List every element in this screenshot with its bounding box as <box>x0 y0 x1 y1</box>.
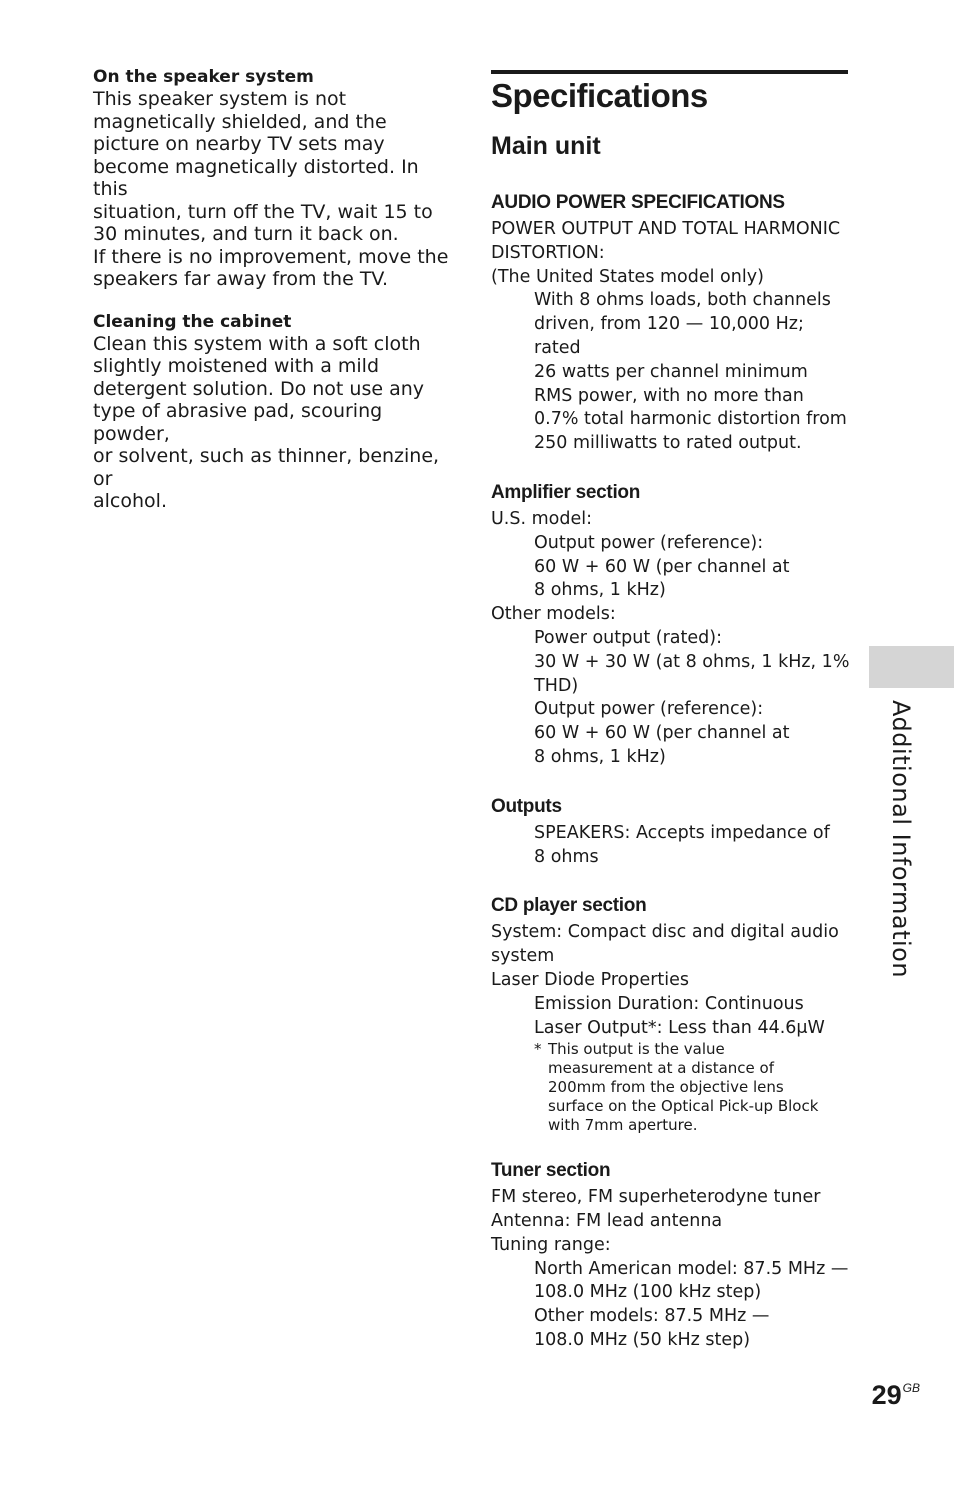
spec-line: Other models: 87.5 MHz — <box>534 1306 770 1327</box>
speaker-system-line: picture on nearby TV sets may <box>93 133 385 155</box>
spec-line: FM stereo, FM superheterodyne tuner <box>491 1187 821 1208</box>
outputs-heading: Outputs <box>491 795 562 817</box>
spec-line: 0.7% total harmonic distortion from <box>534 409 847 430</box>
spec-line: 30 W + 30 W (at 8 ohms, 1 kHz, 1% <box>534 651 850 672</box>
footnote-line: measurement at a distance of <box>548 1059 775 1078</box>
section-tab-label: Additional Information <box>887 700 915 979</box>
left-column <box>93 66 453 513</box>
spec-line: 8 ohms, 1 kHz) <box>534 580 666 601</box>
spec-line: Emission Duration: Continuous <box>534 993 804 1014</box>
cleaning-cabinet-line: alcohol. <box>93 490 167 512</box>
page-number-suffix: GB <box>902 1381 920 1395</box>
main-unit-heading: Main unit <box>491 132 601 160</box>
right-column <box>491 70 851 1353</box>
cleaning-cabinet-line: detergent solution. Do not use any <box>93 377 425 400</box>
spec-line: SPEAKERS: Accepts impedance of <box>534 822 830 843</box>
page-number-value: 29 <box>871 1380 902 1410</box>
spec-line: 250 milliwatts to rated output. <box>534 433 802 454</box>
cleaning-cabinet-heading: Cleaning the cabinet <box>93 311 292 332</box>
footnote-marker: * <box>534 1040 542 1059</box>
cd-player-heading: CD player section <box>491 895 647 917</box>
spec-line: 108.0 MHz (50 kHz step) <box>534 1330 751 1351</box>
speaker-system-line: If there is no improvement, move the <box>93 245 449 268</box>
spec-line: 60 W + 60 W (per channel at <box>534 723 790 744</box>
spec-line: 60 W + 60 W (per channel at <box>534 556 790 577</box>
tuner-heading: Tuner section <box>491 1160 611 1182</box>
footnote-line: with 7mm aperture. <box>548 1115 698 1134</box>
spec-line: 8 ohms, 1 kHz) <box>534 746 666 767</box>
spec-line: Power output (rated): <box>534 627 722 648</box>
laser-footnote <box>491 1040 851 1134</box>
spec-line: 26 watts per channel minimum <box>534 361 808 382</box>
page-number <box>872 1380 920 1411</box>
section-tab <box>869 646 954 688</box>
spec-line: Laser Diode Properties <box>491 969 690 990</box>
speaker-system-heading: On the speaker system <box>93 67 314 87</box>
cleaning-cabinet-line: slightly moistened with a mild <box>93 355 380 377</box>
spec-line: With 8 ohms loads, both channels <box>534 290 831 311</box>
page-title: Specifications <box>491 77 708 114</box>
spec-line: driven, from 120 — 10,000 Hz; rated <box>534 314 804 358</box>
spec-line: RMS power, with no more than <box>534 385 804 406</box>
spec-line: system <box>491 946 555 967</box>
spec-line: THD) <box>534 675 579 696</box>
audio-power-heading: AUDIO POWER SPECIFICATIONS <box>491 192 785 213</box>
speaker-system-line: This speaker system is not <box>93 88 347 110</box>
spec-line: Output power (reference): <box>534 699 764 720</box>
speaker-system-line: become magnetically distorted. In this <box>93 155 419 200</box>
speaker-system-line: magnetically shielded, and the <box>93 110 387 133</box>
cleaning-cabinet-line: or solvent, such as thinner, benzine, or <box>93 445 440 490</box>
speaker-system-line: situation, turn off the TV, wait 15 to <box>93 200 433 223</box>
footnote-line: This output is the value <box>548 1040 725 1059</box>
amplifier-heading: Amplifier section <box>491 481 641 503</box>
spec-line: 8 ohms <box>534 846 599 867</box>
speaker-system-line: 30 minutes, and turn it back on. <box>93 223 399 245</box>
spec-line: DISTORTION: <box>491 242 605 263</box>
spec-line: Other models: <box>491 604 616 625</box>
spec-line: Tuning range: <box>491 1234 611 1255</box>
spec-line: (The United States model only) <box>491 266 764 287</box>
speaker-system-line: speakers far away from the TV. <box>93 268 389 290</box>
spec-line: POWER OUTPUT AND TOTAL HARMONIC <box>491 219 841 239</box>
footnote-line: 200mm from the objective lens <box>548 1077 784 1096</box>
cleaning-cabinet-line: Clean this system with a soft cloth <box>93 332 421 355</box>
spec-line: Laser Output*: Less than 44.6μW <box>534 1017 825 1038</box>
spec-line: Antenna: FM lead antenna <box>491 1211 723 1232</box>
spec-line: 108.0 MHz (100 kHz step) <box>534 1282 762 1303</box>
spec-line: Output power (reference): <box>534 532 764 553</box>
footnote-line: surface on the Optical Pick-up Block <box>548 1096 819 1115</box>
spec-line: System: Compact disc and digital audio <box>491 922 839 943</box>
cleaning-cabinet-line: type of abrasive pad, scouring powder, <box>93 400 383 445</box>
spec-line: North American model: 87.5 MHz — <box>534 1258 849 1279</box>
spec-line: U.S. model: <box>491 508 592 529</box>
